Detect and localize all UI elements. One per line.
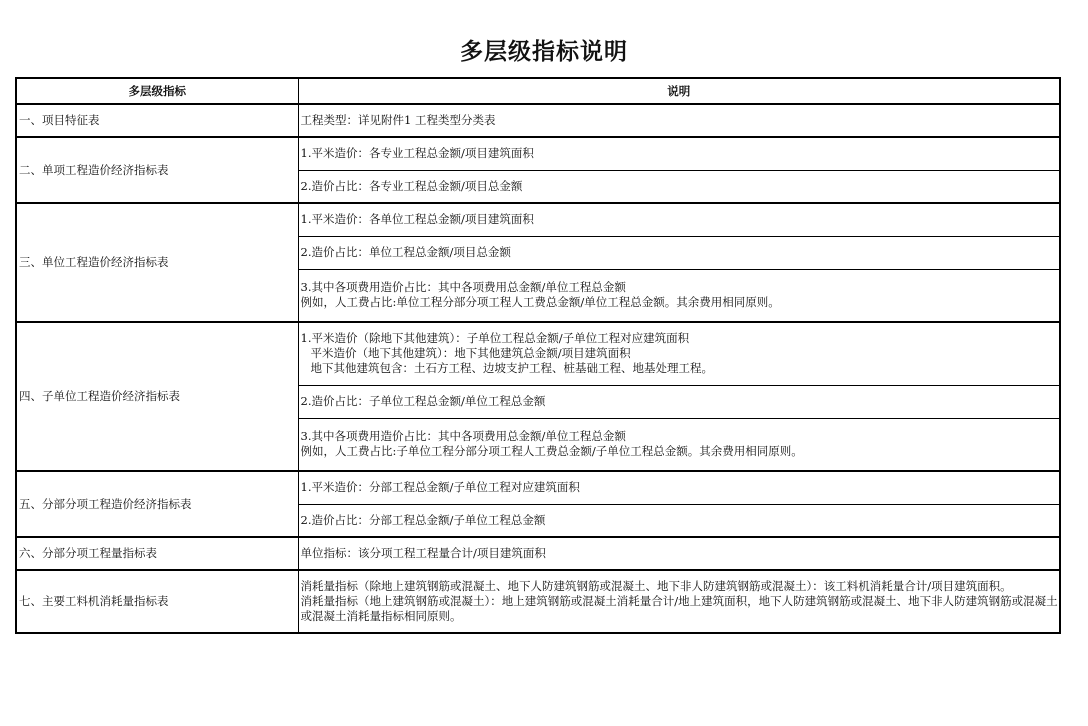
- indicator-category: 七、主要工料机消耗量指标表: [16, 570, 298, 633]
- table-header-row: [16, 78, 1060, 104]
- indicator-category: 一、项目特征表: [16, 104, 298, 137]
- indicator-description: [298, 137, 1060, 170]
- description-line: 平米造价（地下其他建筑）：地下其他建筑总金额/项目建筑面积: [310, 346, 631, 361]
- indicator-description: [298, 537, 1060, 570]
- description-line: 单位指标：该分项工程工程量合计/项目建筑面积: [300, 546, 546, 560]
- indicator-description: [298, 471, 1060, 504]
- indicator-category: 五、分部分项工程造价经济指标表: [16, 471, 298, 537]
- indicator-category: 四、子单位工程造价经济指标表: [16, 322, 298, 471]
- description-line: 工程类型：详见附件1 工程类型分类表: [300, 113, 496, 127]
- indicator-description: [298, 322, 1060, 385]
- indicator-description: [298, 418, 1060, 471]
- description-line: 或混凝土消耗量指标相同原则。: [300, 609, 462, 623]
- indicator-description: [298, 570, 1060, 633]
- indicator-table: [15, 77, 1061, 634]
- description-line: 地下其他建筑包含：土石方工程、边坡支护工程、桩基础工程、地基处理工程。: [310, 361, 713, 376]
- indicator-description: [298, 203, 1060, 236]
- table-row: [16, 471, 1060, 504]
- indicator-category: 六、分部分项工程量指标表: [16, 537, 298, 570]
- description-line: 2.造价占比：分部工程总金额/子单位工程总金额: [300, 512, 546, 527]
- description-line: 1.平米造价：各专业工程总金额/项目建筑面积: [300, 146, 534, 161]
- header-description: 说明: [298, 78, 1060, 104]
- table-row: [16, 537, 1060, 570]
- table-row: [16, 203, 1060, 236]
- table-row: [16, 137, 1060, 170]
- description-line: 3.其中各项费用造价占比：其中各项费用总金额/单位工程总金额: [300, 429, 626, 444]
- indicator-description: [298, 504, 1060, 537]
- indicator-category: 三、单位工程造价经济指标表: [16, 203, 298, 322]
- indicator-description: [298, 170, 1060, 203]
- table-row: [16, 104, 1060, 137]
- table-body: [16, 104, 1060, 633]
- description-line: 消耗量指标（地上建筑钢筋或混凝土）：地上建筑钢筋或混凝土消耗量合计/地上建筑面积，地下人防建筑钢筋或混凝土、地下非人防建筑钢筋或混凝土: [300, 594, 1058, 608]
- description-line: 3.其中各项费用造价占比：其中各项费用总金额/单位工程总金额: [300, 280, 626, 295]
- header-indicator: 多层级指标: [16, 78, 298, 104]
- table-row: [16, 322, 1060, 385]
- description-line: 例如，人工费占比:单位工程分部分项工程人工费总金额/单位工程总金额。其余费用相同原则。: [300, 295, 780, 310]
- description-line: 2.造价占比：各专业工程总金额/项目总金额: [300, 178, 523, 193]
- description-line: 1.平米造价：分部工程总金额/子单位工程对应建筑面积: [300, 480, 580, 495]
- description-line: 1.平米造价：各单位工程总金额/项目建筑面积: [300, 212, 534, 227]
- indicator-description: [298, 104, 1060, 137]
- indicator-category: 二、单项工程造价经济指标表: [16, 137, 298, 203]
- description-line: 2.造价占比：单位工程总金额/项目总金额: [300, 245, 511, 259]
- description-line: 例如，人工费占比:子单位工程分部分项工程人工费总金额/子单位工程总金额。其余费用相同原则。: [300, 444, 803, 459]
- page-title: 多层级指标说明: [460, 39, 628, 65]
- description-line: 消耗量指标（除地上建筑钢筋或混凝土、地下人防建筑钢筋或混凝土、地下非人防建筑钢筋或混凝土）：该工料机消耗量合计/项目建筑面积。: [300, 579, 1012, 593]
- table-row: [16, 570, 1060, 633]
- indicator-description: [298, 236, 1060, 269]
- description-line: 2.造价占比：子单位工程总金额/单位工程总金额: [300, 394, 546, 408]
- indicator-description: [298, 269, 1060, 322]
- description-line: 1.平米造价（除地下其他建筑）：子单位工程总金额/子单位工程对应建筑面积: [300, 331, 690, 346]
- indicator-description: [298, 385, 1060, 418]
